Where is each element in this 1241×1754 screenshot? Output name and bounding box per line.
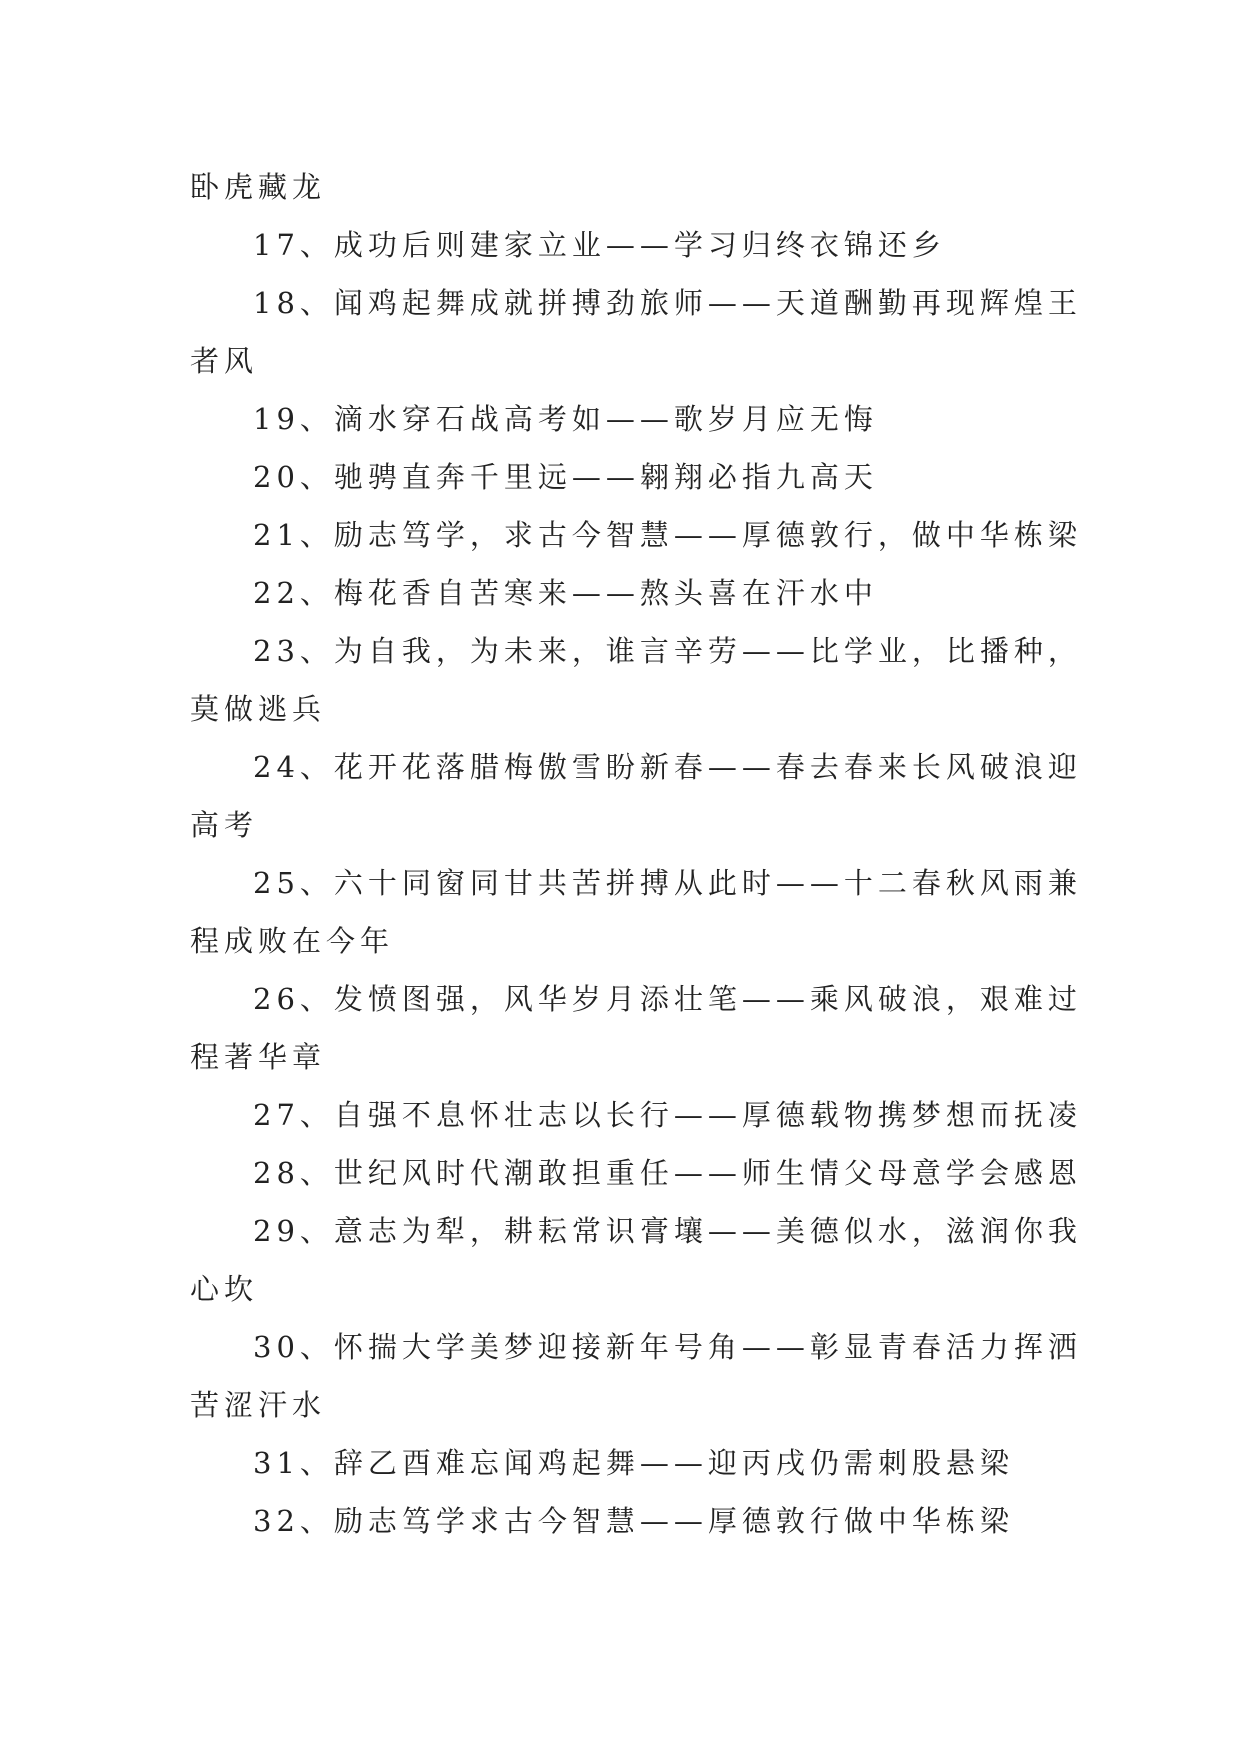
slogan-continuation-line: 程成败在今年 <box>190 924 395 958</box>
slogan-line: 20、驰骋直奔千里远——翱翔必指九高天 <box>253 460 878 494</box>
slogan-line: 27、自强不息怀壮志以长行——厚德载物携梦想而抚凌 <box>253 1098 1082 1132</box>
slogan-line: 18、闻鸡起舞成就拼搏劲旅师——天道酬勤再现辉煌王 <box>253 286 1082 320</box>
slogan-continuation-line: 高考 <box>190 808 259 842</box>
slogan-line: 30、怀揣大学美梦迎接新年号角——彰显青春活力挥洒 <box>253 1330 1082 1364</box>
slogan-line: 32、励志笃学求古今智慧——厚德敦行做中华栋梁 <box>253 1504 1014 1538</box>
slogan-line: 17、成功后则建家立业——学习归终衣锦还乡 <box>253 228 946 262</box>
slogan-line: 24、花开花落腊梅傲雪盼新春——春去春来长风破浪迎 <box>253 750 1082 784</box>
slogan-continuation-line: 苦涩汗水 <box>190 1388 327 1422</box>
slogan-continuation-line: 程著华章 <box>190 1040 327 1074</box>
slogan-line: 26、发愤图强，风华岁月添壮笔——乘风破浪，艰难过 <box>253 982 1082 1016</box>
slogan-line: 21、励志笃学，求古今智慧——厚德敦行，做中华栋梁 <box>253 518 1082 552</box>
slogan-continuation-line: 心坎 <box>190 1272 259 1306</box>
slogan-line: 19、滴水穿石战高考如——歌岁月应无悔 <box>253 402 878 436</box>
document-body <box>190 158 1082 1550</box>
slogan-line: 28、世纪风时代潮敢担重任——师生情父母意学会感恩 <box>253 1156 1082 1190</box>
slogan-line: 23、为自我，为未来，谁言辛劳——比学业，比播种， <box>253 634 1082 668</box>
slogan-line: 22、梅花香自苦寒来——熬头喜在汗水中 <box>253 576 878 610</box>
slogan-continuation-line: 者风 <box>190 344 259 378</box>
slogan-line: 25、六十同窗同甘共苦拼搏从此时——十二春秋风雨兼 <box>253 866 1082 900</box>
slogan-continuation-line: 卧虎藏龙 <box>190 170 327 204</box>
slogan-line: 29、意志为犁，耕耘常识膏壤——美德似水，滋润你我 <box>253 1214 1082 1248</box>
slogan-continuation-line: 莫做逃兵 <box>190 692 327 726</box>
slogan-line: 31、辞乙酉难忘闻鸡起舞——迎丙戌仍需刺股悬梁 <box>253 1446 1014 1480</box>
